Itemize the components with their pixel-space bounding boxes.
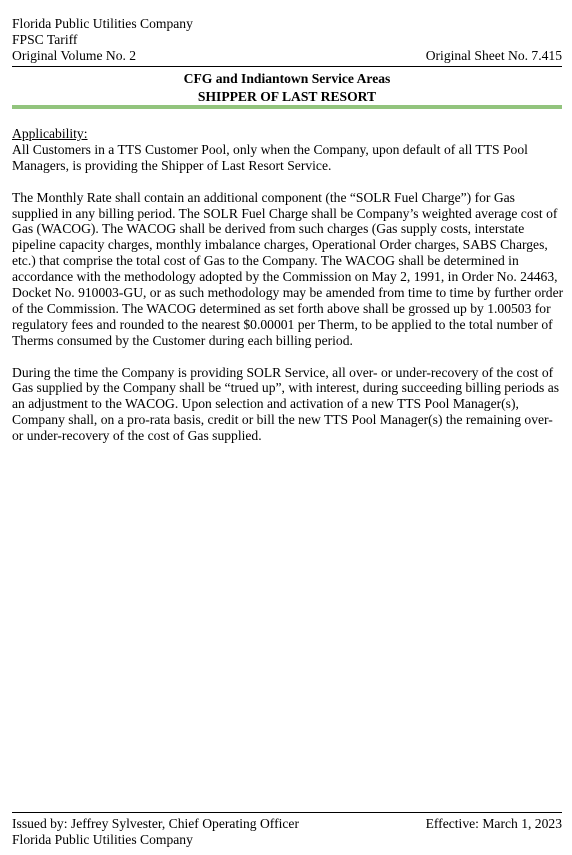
title-divider bbox=[12, 105, 562, 109]
header-company: Florida Public Utilities Company bbox=[12, 16, 193, 31]
service-name-title: SHIPPER OF LAST RESORT bbox=[197, 89, 377, 104]
header-divider bbox=[12, 66, 562, 67]
header-company-row bbox=[12, 16, 562, 32]
applicability-heading: Applicability: bbox=[12, 126, 88, 141]
sheet-title bbox=[12, 70, 562, 106]
footer-issued-row bbox=[12, 816, 562, 832]
solr-fuel-charge-paragraph: The Monthly Rate shall contain an additional component (the “SOLR Fuel Charge”) for Gas supplied in any billing period. The SOLR Fuel Charge shall be Company’s weighted average cost of Gas (WACOG). The WACOG shall be derived from such charges (Gas supply costs, interstate pipeline capacity charges, monthly imbalance charges, Operational Order charges, SABS Charges, etc.) that comprise the total cost of Gas to the Company. The WACOG shall be determined in accordance with the methodology adopted by the Commission on May 2, 1991, in Order No. 24463, Docket No. 910003-GU, or as such methodology may be amended from time to time by further order of the Commission. The WACOG determined as set forth above shall be grossed up by 1.00503 for regulatory fees and rounded to the nearest $0.00001 per Therm, to be applied to the total number of Therms consumed by the Customer during each billing period. bbox=[12, 189, 564, 348]
footer-divider bbox=[12, 812, 562, 813]
true-up-paragraph: During the time the Company is providing SOLR Service, all over- or under-recovery of the cost of Gas supplied by the Company shall be “trued up”, with interest, during succeeding billing periods as an adjustment to the WACOG. Upon selection and activation of a new TTS Pool Manager(s), Company shall, on a pro-rata basis, credit or bill the new TTS Pool Manager(s) the remaining over- or under-recovery of the cost of Gas supplied. bbox=[12, 364, 560, 444]
applicability-section bbox=[12, 126, 564, 174]
sheet-body bbox=[12, 126, 564, 460]
header-tariff-row bbox=[12, 32, 562, 48]
footer-company: Florida Public Utilities Company bbox=[12, 832, 193, 847]
footer-company-row bbox=[12, 832, 562, 848]
footer-effective-date: Effective: March 1, 2023 bbox=[425, 816, 562, 831]
sheet-header bbox=[12, 16, 562, 64]
applicability-text: All Customers in a TTS Customer Pool, only when the Company, upon default of all TTS Pool Managers, is providing the Shipper of Last Resort Service. bbox=[12, 141, 528, 173]
footer-issued-by: Issued by: Jeffrey Sylvester, Chief Operating Officer bbox=[12, 816, 299, 831]
service-areas-title: CFG and Indiantown Service Areas bbox=[183, 71, 391, 86]
sheet-footer bbox=[12, 816, 562, 848]
header-volume: Original Volume No. 2 bbox=[12, 48, 137, 63]
header-volume-row bbox=[12, 48, 562, 64]
header-tariff: FPSC Tariff bbox=[12, 32, 78, 47]
header-sheet-number: Original Sheet No. 7.415 bbox=[425, 48, 562, 63]
